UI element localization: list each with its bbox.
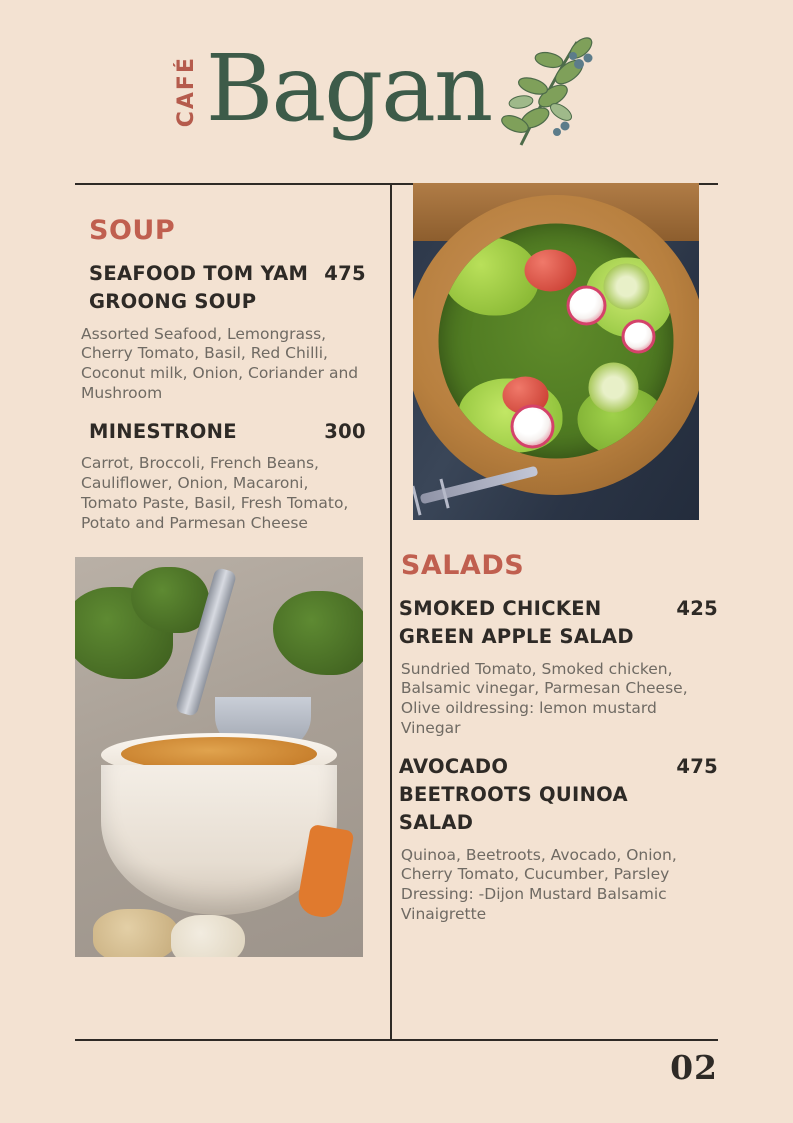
brand-logo xyxy=(173,20,601,158)
menu-item-description: Carrot, Broccoli, French Beans, Cauliflower, Onion, Macaroni, Tomato Paste, Basil, Fresh Tomato, Potato and Parmesan Cheese xyxy=(81,454,349,532)
menu-item-price: 475 xyxy=(324,262,366,285)
menu-item-header xyxy=(399,595,718,623)
soup-bowl-photo xyxy=(75,557,363,957)
section-title-salads: SALADS xyxy=(400,550,525,581)
menu-item-name-line2: GREEN APPLE SALAD xyxy=(398,625,634,649)
menu-item xyxy=(75,418,366,446)
salad-bowl-photo xyxy=(413,183,699,520)
page-number: 02 xyxy=(670,1048,718,1087)
menu-item-header xyxy=(89,260,366,288)
menu-item-price: 425 xyxy=(676,597,718,620)
menu-item-price: 300 xyxy=(324,419,366,443)
menu-item xyxy=(399,595,718,652)
soup-column xyxy=(75,183,382,1039)
menu-item-name-line2: GROONG SOUP xyxy=(89,290,257,314)
menu-item-name-line3: SALAD xyxy=(398,811,474,835)
menu-item-description: Quinoa, Beetroots, Avocado, Onion, Cherry Tomato, Cucumber, Parsley Dressing: -Dijon Mustard Balsamic Vinaigrette xyxy=(400,845,677,924)
salad-column xyxy=(399,183,718,1039)
brand-prefix: CAFÉ xyxy=(173,56,199,128)
menu-header xyxy=(0,0,793,178)
menu-item-name: AVOCADO xyxy=(398,754,509,778)
menu-item-price: 475 xyxy=(676,754,718,778)
menu-item xyxy=(399,753,718,838)
section-title-soup: SOUP xyxy=(89,215,176,246)
menu-item-name-line2: BEETROOTS QUINOA xyxy=(398,783,628,807)
menu-item-header xyxy=(89,418,366,446)
menu-item-description: Sundried Tomato, Smoked chicken, Balsamic vinegar, Parmesan Cheese, Olive oildressing: lemon mustard Vinegar xyxy=(400,659,688,738)
brand-name: Bagan xyxy=(205,35,492,143)
menu-item-description: Assorted Seafood, Lemongrass, Cherry Tomato, Basil, Red Chilli, Coconut milk, Onion, Coriander and Mushroom xyxy=(81,324,359,403)
laurel-branch-icon xyxy=(491,20,601,150)
divider-bottom xyxy=(75,1039,718,1041)
menu-item-name: MINESTRONE xyxy=(89,419,237,443)
menu-item xyxy=(75,260,366,317)
menu-item-header xyxy=(399,753,718,781)
menu-body xyxy=(75,183,718,1039)
menu-item-name: SEAFOOD TOM YAM xyxy=(89,262,309,285)
menu-item-name: SMOKED CHICKEN xyxy=(398,597,602,620)
